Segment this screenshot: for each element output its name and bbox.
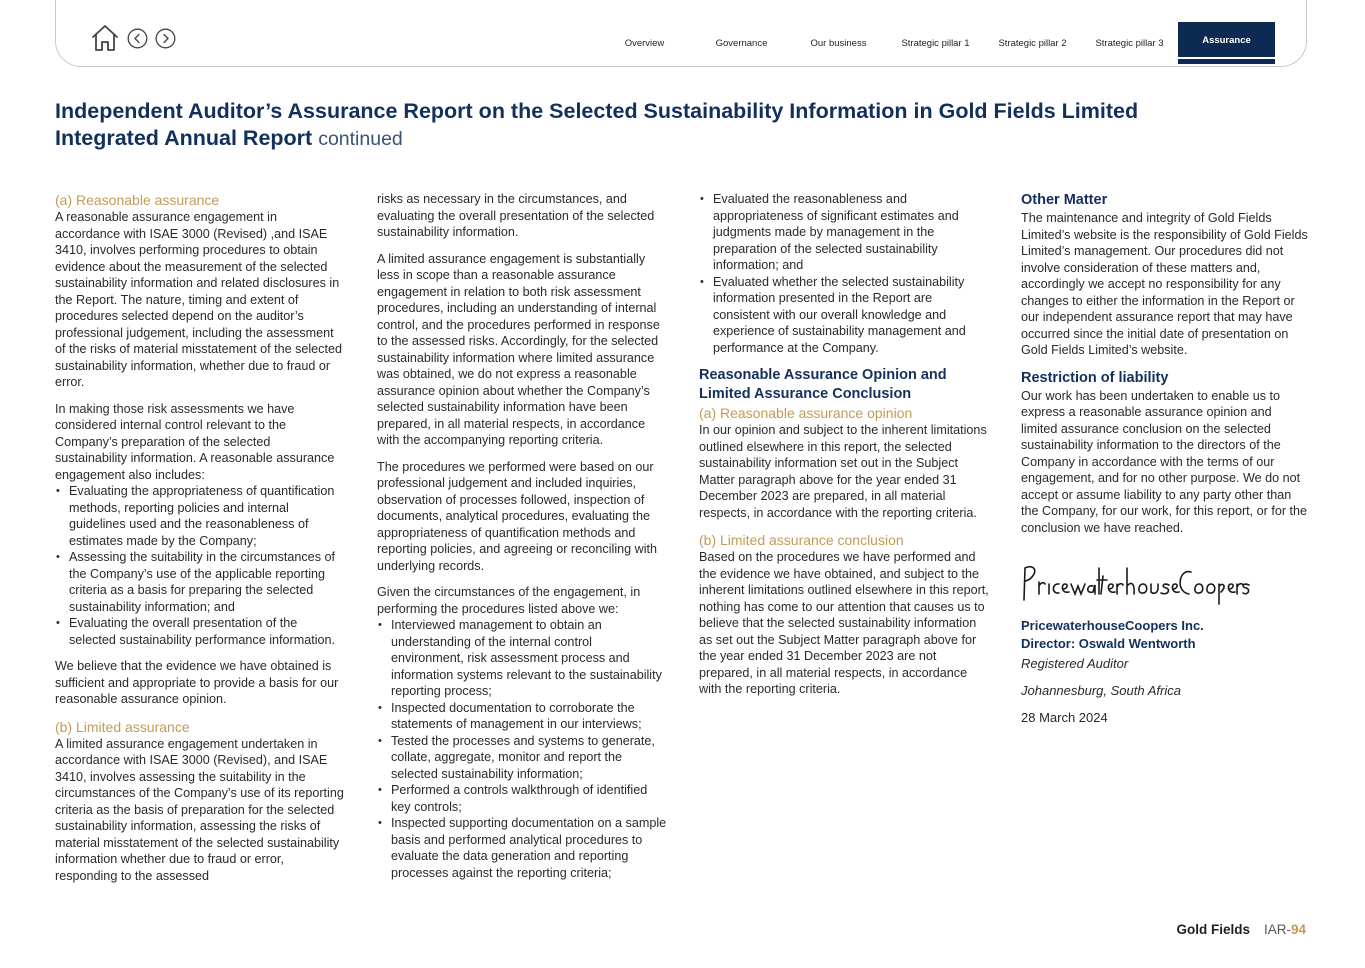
paragraph: A limited assurance engagement is substantially less in scope than a reasonable assurance engagement in relation to both risk assessment procedures, including an understanding of internal control, and the procedures performed in response to the assessed risks. Accordingly, for the selected sustainability information where limited assurance was obtained, we do not express a reasonable assurance opinion about whether the Company’s selected sustainability information have been prepared, in all material respects, in accordance with the accompanying reporting criteria. xyxy=(377,251,660,447)
chevron-right-icon[interactable] xyxy=(155,28,176,49)
paragraph: Given the circumstances of the engagement, in performing the procedures listed above we: xyxy=(377,585,641,616)
paragraph: In making those risk assessments we have considered internal control relevant to the Company’s preparation of the selected sustainability information. A reasonable assurance engagement also includes: xyxy=(55,401,335,482)
paragraph: risks as necessary in the circumstances, and evaluating the overall presentation of the selected sustainability information. xyxy=(377,192,655,239)
paragraph: We believe that the evidence we have obtained is sufficient and appropriate to provide a basis for our reasonable assurance opinion. xyxy=(55,659,339,706)
page-title-suffix: continued xyxy=(318,128,403,150)
paragraph: Based on the procedures we have performed and the evidence we have obtained, and subject to the inherent limitations outlined elsewhere in this report, nothing has come to our attention that causes us to believe that the selected sustainability information as set out the Subject Matter paragraph above for the year ended 31 December 2023 are not prepared, in all material respects, in accordance with the reporting criteria. xyxy=(699,550,989,696)
heading-limited-assurance-conclusion: (b) Limited assurance conclusion xyxy=(699,532,904,548)
list-item: • Assessing the suitability in the circumstances of the Company’s use of the applicable reporting criteria as a basis for preparing the selected sustainability information; and xyxy=(55,549,345,615)
tab-strategic-pillar-1[interactable]: Strategic pillar 1 xyxy=(901,37,970,49)
list-item: • Evaluated the reasonableness and appropriateness of significant estimates and judgments made by management in the preparation of the selected sustainability information; and xyxy=(699,191,989,274)
heading-reasonable-assurance-opinion: (a) Reasonable assurance opinion xyxy=(699,405,913,421)
firm-name: PricewaterhouseCoopers Inc. xyxy=(1021,617,1204,633)
list-item: • Evaluating the appropriateness of quantification methods, reporting policies and internal guidelines used and the reasonableness of estimates made by the Company; xyxy=(55,483,345,549)
heading-reasonable-assurance: (a) Reasonable assurance xyxy=(55,192,220,208)
list-item: • Evaluated whether the selected sustainability information presented in the Report are consistent with our overall knowledge and experience of sustainability management and performance at the Company. xyxy=(699,274,989,357)
page-title xyxy=(55,98,1175,153)
bullet-list xyxy=(699,191,989,356)
paragraph: A reasonable assurance engagement in accordance with ISAE 3000 (Revised) ,and ISAE 3410, involves performing procedures to obtain evidence about the measurement of the selected sustainability information and related disclosures in the Report. The nature, timing and extent of procedures selected depend on the auditor’s professional judgement, including the assessment of the risks of material misstatement of the selected sustainability information, whether due to fraud or error. xyxy=(55,210,342,389)
page-title-main: Independent Auditor’s Assurance Report on the Selected Sustainability Information in Gold Fields Limited Integrated Annual Report xyxy=(55,99,1139,150)
list-item: • Performed a controls walkthrough of identified key controls; xyxy=(377,782,667,815)
heading-opinion-conclusion: Reasonable Assurance Opinion and Limited Assurance Conclusion xyxy=(699,367,947,402)
heading-other-matter: Other Matter xyxy=(1021,192,1108,208)
paragraph: Our work has been undertaken to enable us to express a reasonable assurance opinion and limited assurance conclusion on the selected sustainability information to the directors of the Company in accordance with the terms of our engagement, and for no other purpose. We do not accept or assume liability to any party other than the Company, for our work, for this report, or for the conclusion we have reached. xyxy=(1021,388,1308,535)
heading-limited-assurance: (b) Limited assurance xyxy=(55,718,190,735)
footer-brand: Gold Fields xyxy=(1176,922,1250,937)
location: Johannesburg, South Africa xyxy=(1021,682,1181,698)
column-2 xyxy=(377,191,667,891)
paragraph: The maintenance and integrity of Gold Fields Limited’s website is the responsibility of Gold Fields Limited’s management. Our procedures did not involve consideration of these matters and, accordingly we accept no responsibility for any changes to either the information in the Report or our independent assurance report that may have occurred since the initial date of presentation on Gold Fields Limited’s website. xyxy=(1021,211,1308,357)
column-3 xyxy=(699,191,989,708)
director-name: Director: Oswald Wentworth xyxy=(1021,635,1196,651)
tab-assurance[interactable]: Assurance xyxy=(1178,22,1275,64)
list-item: • Inspected supporting documentation on a sample basis and performed analytical procedures to evaluate the data generation and reporting processes against the reporting criteria; xyxy=(377,815,667,881)
footer-prefix: IAR- xyxy=(1263,922,1291,937)
bullet-list xyxy=(377,617,667,881)
nav-icon-group xyxy=(90,23,176,53)
nav-tabs xyxy=(596,22,1275,64)
list-item: • Tested the processes and systems to generate, collate, aggregate, monitor and report the selected sustainability information; xyxy=(377,733,667,783)
tab-strategic-pillar-2[interactable]: Strategic pillar 2 xyxy=(998,37,1067,49)
signature xyxy=(1021,556,1251,608)
home-icon[interactable] xyxy=(90,23,120,53)
paragraph: In our opinion and subject to the inherent limitations outlined elsewhere in this report, the selected sustainability information set out in the Subject Matter paragraph above for the year ended 31 December 2023 are prepared, in all material respects, in accordance with the reporting criteria. xyxy=(699,423,987,520)
tab-strategic-pillar-3[interactable]: Strategic pillar 3 xyxy=(1095,37,1164,49)
tab-our-business[interactable]: Our business xyxy=(810,37,867,49)
list-item: • Inspected documentation to corroborate the statements of management in our interviews; xyxy=(377,700,667,733)
page-number: 94 xyxy=(1290,922,1306,937)
top-navigation xyxy=(55,0,1307,67)
paragraph: The procedures we performed were based on our professional judgement and included inquiries, observation of processes followed, inspection of documents, analytical procedures, evaluating the appropriateness of quantification methods and reporting policies, and agreeing or reconciling with underlying records. xyxy=(377,459,658,573)
bullet-list xyxy=(55,483,345,648)
column-4 xyxy=(1021,191,1311,727)
page-footer xyxy=(1176,922,1306,937)
list-item: • Interviewed management to obtain an understanding of the internal control environment, risk assessment process and information systems relevant to the sustainability reporting process; xyxy=(377,617,667,700)
tab-overview[interactable]: Overview xyxy=(624,37,665,49)
auditor-role: Registered Auditor xyxy=(1021,655,1129,671)
paragraph: A limited assurance engagement undertaken in accordance with ISAE 3000 (Revised), and ISAE 3410, involves assessing the suitability in the circumstances of the Company’s use of its reporting criteria as the basis of preparation for the selected sustainability information, assessing the risks of material misstatement of the selected sustainability information whether due to fraud or error, responding to the assessed xyxy=(55,736,344,883)
heading-restriction-of-liability: Restriction of liability xyxy=(1021,369,1169,386)
report-date: 28 March 2024 xyxy=(1021,709,1108,725)
chevron-left-icon[interactable] xyxy=(127,28,148,49)
column-1 xyxy=(55,191,345,894)
list-item: • Evaluating the overall presentation of the selected sustainability performance information. xyxy=(55,615,345,648)
tab-governance[interactable]: Governance xyxy=(715,37,768,49)
